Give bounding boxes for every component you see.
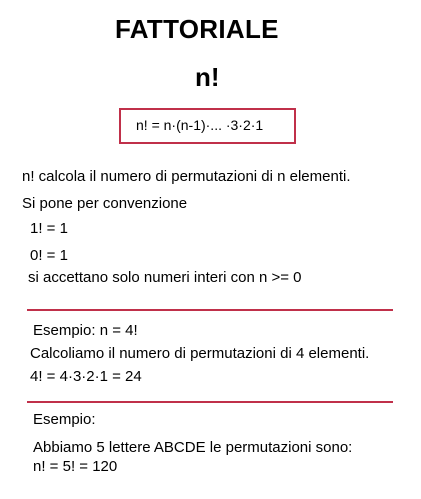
intro-description: n! calcola il numero di permutazioni di n elementi. [22,168,351,185]
convention-one: 1! = 1 [30,220,68,237]
example1-heading: Esempio: n = 4! [33,322,138,339]
page-title: FATTORIALE [115,14,279,44]
page-subtitle: n! [195,62,220,92]
example2-heading: Esempio: [33,411,96,428]
example2-result: n! = 5! = 120 [33,458,118,475]
convention-heading: Si pone per convenzione [22,195,188,212]
constraint-text: si accettano solo numeri interi con n >= 0 [28,269,302,286]
convention-zero: 0! = 1 [30,247,68,264]
example1-result: 4! = 4·3·2·1 = 24 [30,368,142,385]
example1-description: Calcoliamo il numero di permutazioni di 4 elementi. [30,345,370,362]
example2-description: Abbiamo 5 lettere ABCDE le permutazioni sono: [33,439,353,456]
factorial-formula: n! = n·(n-1)·... ·3·2·1 [136,117,264,133]
divider-2 [27,401,393,403]
divider-1 [27,309,393,311]
